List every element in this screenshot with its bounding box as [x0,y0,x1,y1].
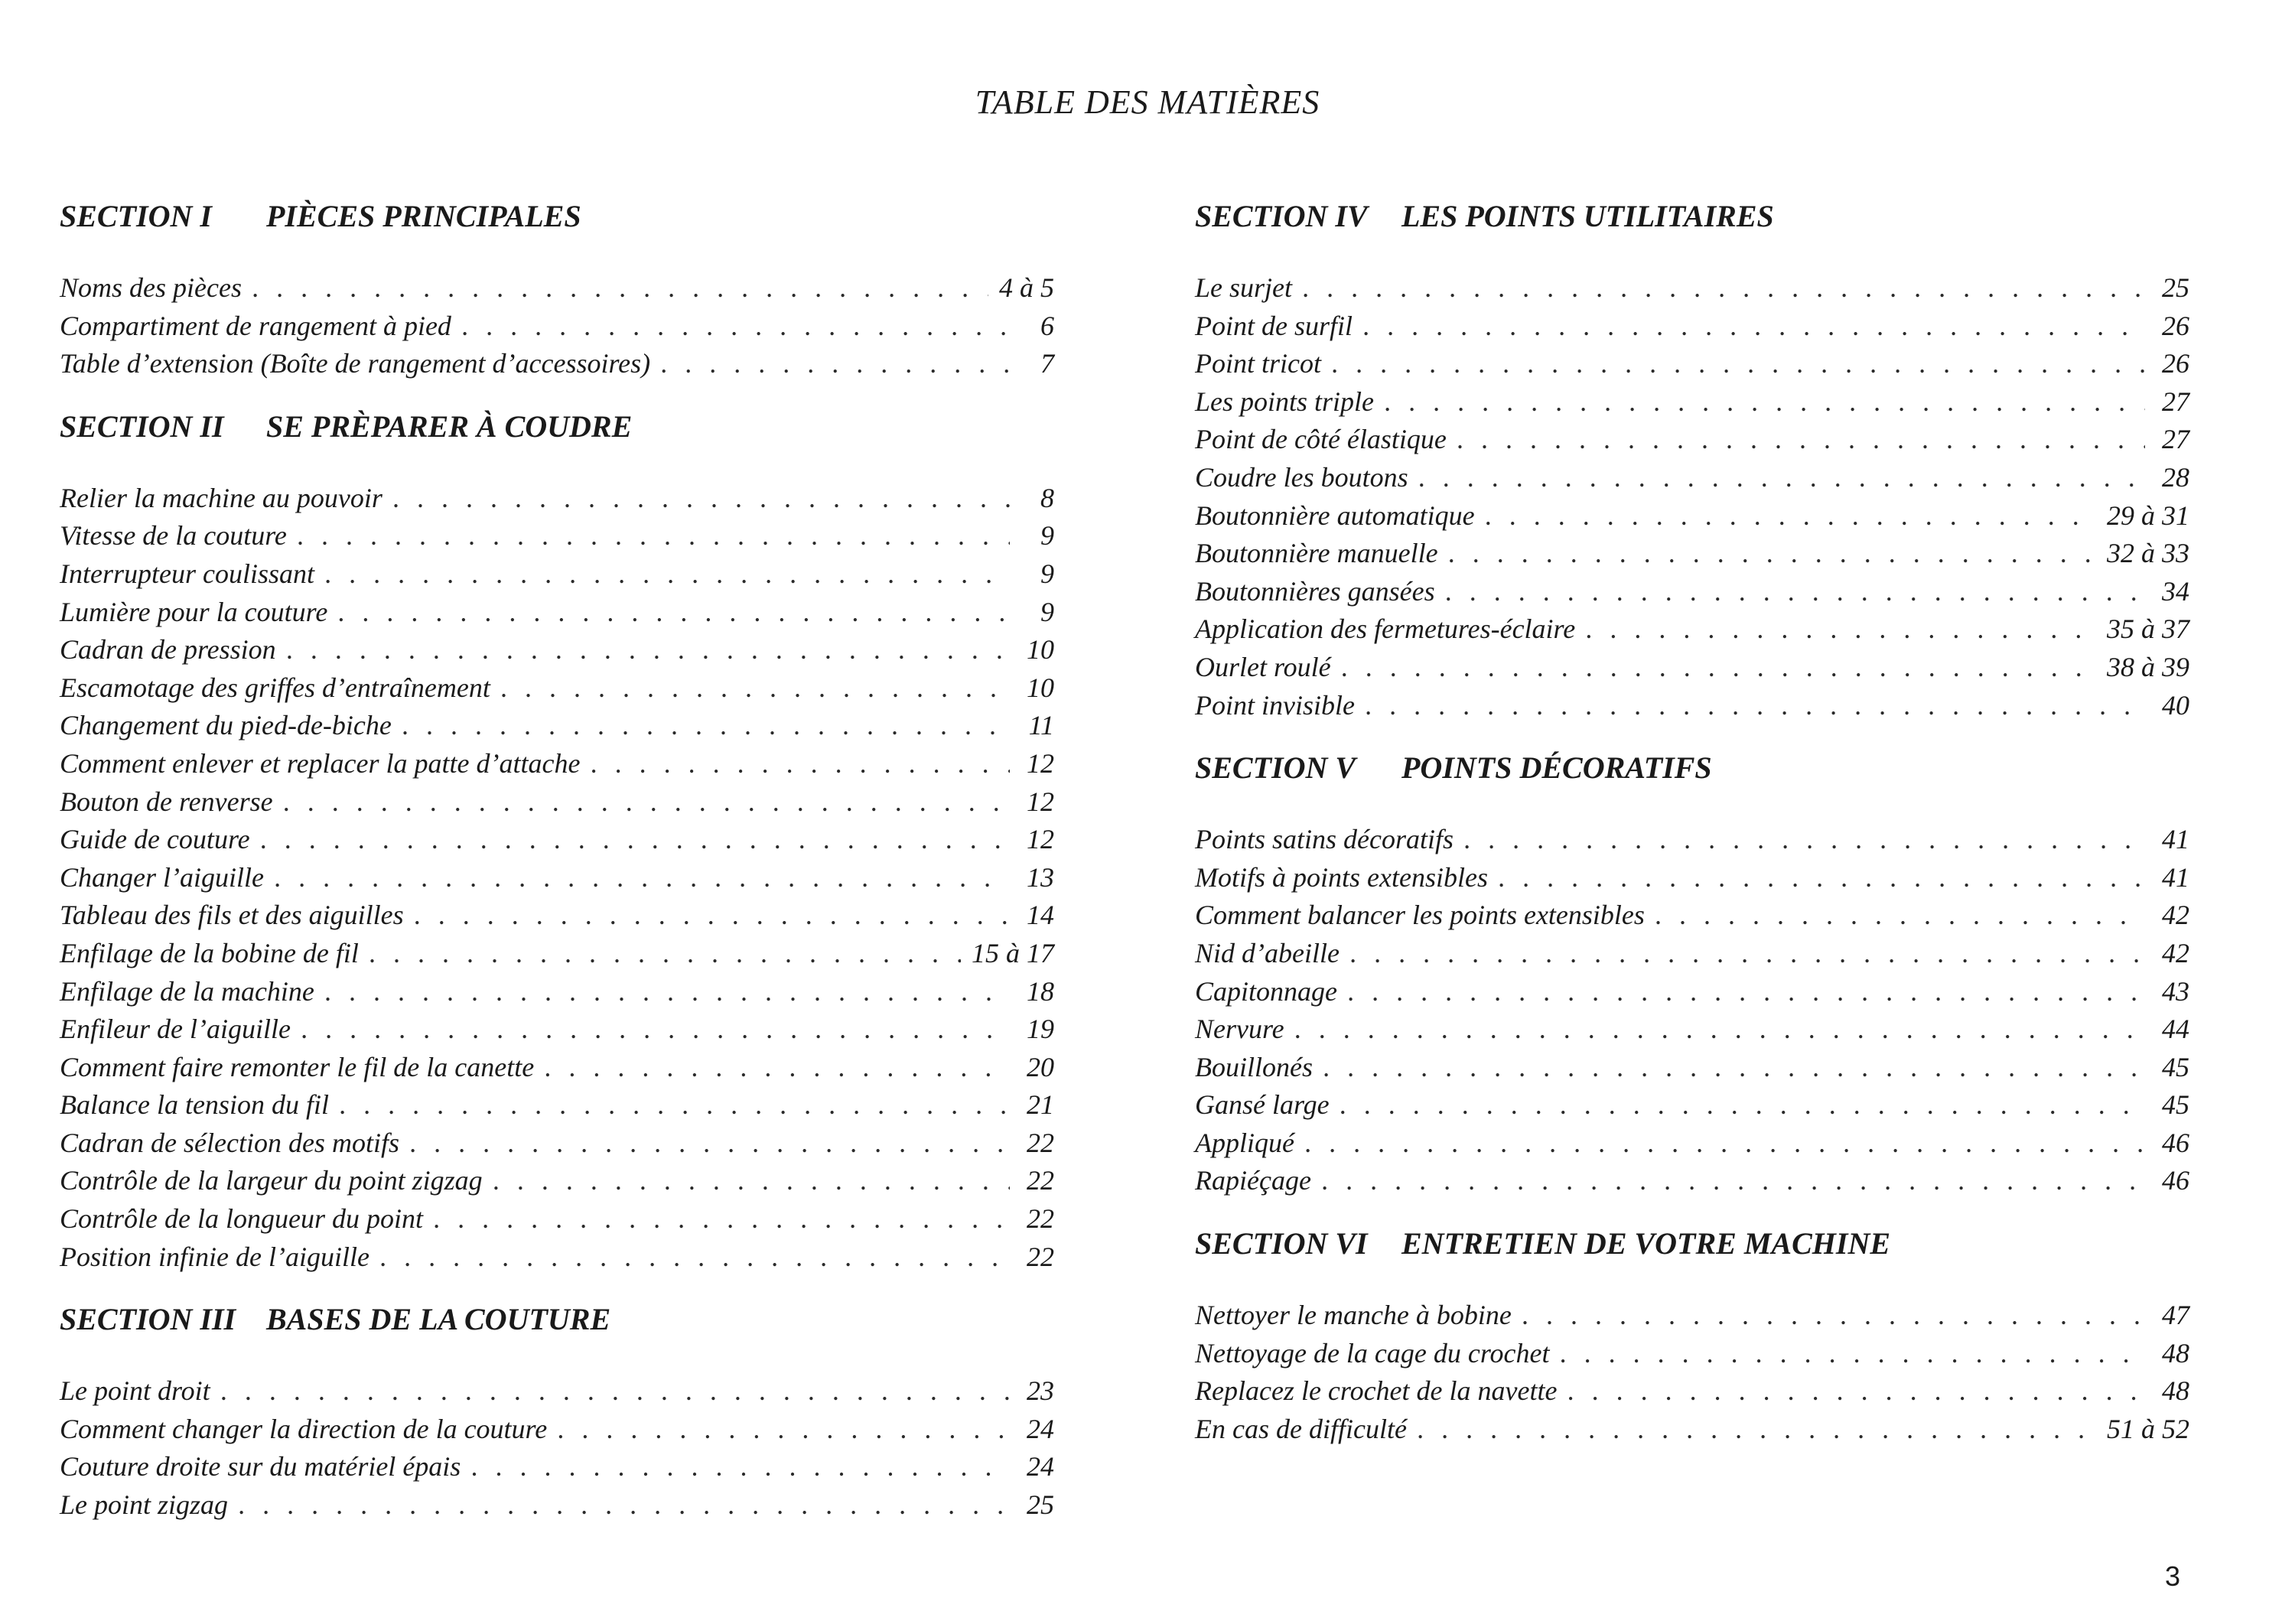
toc-entry [60,1011,1054,1049]
toc-column-left [60,197,1054,1549]
dot-leader [1348,973,2145,1011]
section-title: SE PRÈPARER À COUDRE [266,408,633,444]
entry-page-number: 22 [1027,1127,1054,1158]
entry-label: Comment changer la direction de la couture [60,1413,548,1444]
toc-entry [60,859,1054,897]
entry-label: Point de côté élastique [1195,424,1447,455]
entry-label: Coudre les boutons [1195,461,1408,493]
entry-label: Le surjet [1195,272,1293,303]
dot-leader [545,1049,1010,1087]
section-title: PIÈCES PRINCIPALES [266,199,581,233]
entry-page-number: 48 [2162,1375,2189,1407]
toc-entry [60,631,1054,669]
toc-entry [1195,1297,2189,1335]
entry-page-number: 12 [1027,824,1054,855]
dot-leader [1446,573,2145,611]
dot-leader [1464,821,2145,859]
section-number: SECTION IV [1195,199,1368,233]
entry-label: Gansé large [1195,1089,1330,1121]
entry-page-number: 45 [2162,1089,2189,1121]
entry-label: Enfilage de la bobine de fil [60,937,359,968]
entry-page-number: 9 [1040,596,1054,627]
entry-page-number: 45 [2162,1051,2189,1082]
toc-entry [60,1162,1054,1200]
toc-entry [1195,535,2189,573]
section-title: BASES DE LA COUTURE [266,1302,611,1337]
entry-label: Enfileur de l’aiguille [60,1014,291,1045]
dot-leader [1419,459,2145,497]
dot-leader [275,859,1010,897]
toc-entry [1195,973,2189,1011]
entry-label: Tableau des fils et des aiguilles [60,900,404,931]
entry-page-number: 44 [2162,1014,2189,1045]
entry-page-number: 41 [2162,824,2189,855]
toc-entry [60,973,1054,1011]
entry-page-number: 7 [1040,348,1054,379]
dot-leader [1499,859,2145,897]
entry-page-number: 28 [2162,461,2189,493]
dot-leader [1342,649,2096,687]
section-title: LES POINTS UTILITAIRES [1401,199,1774,233]
entry-label: Noms des pièces [60,272,242,303]
dot-leader [1561,1335,2146,1373]
entry-page-number: 15 à 17 [972,937,1054,968]
entry-label: Changer l’aiguille [60,861,264,893]
toc-entry [60,1448,1054,1486]
dot-leader [1655,897,2145,935]
toc-entry [60,1200,1054,1238]
section-title: ENTRETIEN DE VOTRE MACHINE [1401,1226,1891,1261]
dot-leader [287,631,1010,669]
dot-leader [1586,610,2096,649]
dot-leader [1366,687,2145,725]
toc-entry [60,821,1054,859]
entry-label: Position infinie de l’aiguille [60,1241,369,1272]
entry-page-number: 22 [1027,1203,1054,1235]
dot-leader [434,1200,1010,1238]
entry-label: Application des fermetures-éclaire [1195,613,1576,645]
toc-entry [60,1049,1054,1087]
entry-page-number: 41 [2162,861,2189,893]
toc-entry [1195,383,2189,421]
dot-leader [558,1411,1010,1449]
dot-leader [380,1238,1010,1277]
entry-page-number: 29 à 31 [2107,500,2189,531]
toc-entry [1195,459,2189,497]
toc-section [1195,749,2189,1200]
entry-label: Replacez le crochet de la navette [1195,1375,1558,1407]
entry-label: Balance la tension du fil [60,1089,329,1121]
entry-page-number: 23 [1027,1375,1054,1407]
toc-entry [60,480,1054,518]
entry-page-number: 24 [1027,1451,1054,1482]
dot-leader [369,935,961,973]
section-number: SECTION II [60,408,224,444]
entry-page-number: 10 [1027,634,1054,666]
entry-label: Comment enlever et replacer la patte d’attache [60,747,581,779]
entry-page-number: 25 [1027,1489,1054,1521]
dot-leader [1303,269,2145,308]
entry-page-number: 4 à 5 [999,272,1054,303]
entry-page-number: 12 [1027,786,1054,817]
toc-entry [60,1086,1054,1124]
toc-entry [60,669,1054,708]
section-heading [1195,197,2189,236]
toc-entry [60,897,1054,935]
toc-entry [1195,345,2189,383]
entry-label: Bouillonés [1195,1051,1313,1082]
entry-label: Ourlet roulé [1195,651,1331,682]
dot-leader [661,345,1010,383]
toc-entry [1195,1162,2189,1200]
entry-page-number: 46 [2162,1127,2189,1158]
dot-leader [493,1162,1010,1200]
toc-entry [1195,935,2189,973]
dot-leader [298,517,1010,555]
entry-label: Bouton de renverse [60,786,273,817]
toc-entry [1195,269,2189,308]
entry-page-number: 26 [2162,348,2189,379]
entry-page-number: 22 [1027,1165,1054,1196]
entry-page-number: 18 [1027,975,1054,1007]
dot-leader [1457,421,2145,459]
entry-label: Point tricot [1195,348,1321,379]
toc-entry [1195,649,2189,687]
dot-leader [1449,535,2096,573]
toc-section [1195,1225,2189,1448]
entry-page-number: 19 [1027,1014,1054,1045]
dot-leader [501,669,1010,708]
entry-page-number: 27 [2162,386,2189,417]
dot-leader [1332,345,2145,383]
toc-section [60,197,1054,383]
dot-leader [393,480,1010,518]
section-title: POINTS DÉCORATIFS [1401,750,1712,786]
entry-label: En cas de difficulté [1195,1413,1407,1444]
entry-label: Nid d’abeille [1195,937,1340,968]
entry-label: Motifs à points extensibles [1195,861,1488,893]
entry-label: Points satins décoratifs [1195,824,1454,855]
entry-page-number: 20 [1027,1051,1054,1082]
dot-leader [1385,383,2145,421]
page-title: TABLE DES MATIÈRES [975,83,1320,121]
entry-label: Nettoyage de la cage du crochet [1195,1337,1550,1369]
toc-entry [60,1411,1054,1449]
section-heading [1195,749,2189,787]
toc-entry [60,345,1054,383]
toc-entry [60,935,1054,973]
toc-section [60,408,1054,1276]
entry-page-number: 35 à 37 [2107,613,2189,645]
dot-leader [340,1086,1010,1124]
dot-leader [415,897,1010,935]
toc-entry [60,707,1054,745]
entry-label: Vitesse de la couture [60,520,287,552]
entry-label: Boutonnière automatique [1195,500,1475,531]
dot-leader [462,308,1010,346]
entry-label: Cadran de sélection des motifs [60,1127,399,1158]
dot-leader [402,707,1010,745]
entry-label: Guide de couture [60,824,250,855]
entry-page-number: 27 [2162,424,2189,455]
entry-page-number: 38 à 39 [2107,651,2189,682]
toc-entry [1195,573,2189,611]
dot-leader [1418,1411,2096,1449]
entry-label: Couture droite sur du matériel épais [60,1451,461,1482]
toc-entry [1195,421,2189,459]
entry-label: Boutonnière manuelle [1195,538,1438,569]
toc-entry [1195,1411,2189,1449]
dot-leader [239,1486,1010,1525]
entry-label: Appliqué [1195,1127,1294,1158]
toc-section [60,1300,1054,1524]
toc-entry [1195,1086,2189,1124]
toc-entry [1195,1335,2189,1373]
dot-leader [325,555,1010,594]
toc-entry [1195,859,2189,897]
toc-entry [60,1486,1054,1525]
entry-page-number: 22 [1027,1241,1054,1272]
dot-leader [1295,1011,2145,1049]
entry-page-number: 46 [2162,1165,2189,1196]
entry-page-number: 32 à 33 [2107,538,2189,569]
toc-entry [60,783,1054,822]
dot-leader [338,594,1010,632]
entry-page-number: 40 [2162,689,2189,721]
toc-entry [1195,1049,2189,1087]
entry-page-number: 26 [2162,310,2189,341]
entry-page-number: 42 [2162,900,2189,931]
entry-page-number: 34 [2162,575,2189,607]
entry-label: Cadran de pression [60,634,276,666]
toc-column-right [1195,197,2189,1473]
dot-leader [1322,1162,2145,1200]
entry-label: Enfilage de la machine [60,975,314,1007]
entry-page-number: 47 [2162,1300,2189,1331]
dot-leader [301,1011,1010,1049]
entry-label: Comment faire remonter le fil de la canette [60,1051,535,1082]
entry-page-number: 21 [1027,1089,1054,1121]
page-number: 3 [2164,1561,2180,1592]
entry-label: Point invisible [1195,689,1355,721]
toc-entry [60,594,1054,632]
entry-label: Lumière pour la couture [60,596,328,627]
entry-label: Changement du pied-de-biche [60,710,392,741]
entry-page-number: 11 [1028,710,1054,741]
toc-entry [1195,308,2189,346]
entry-label: Interrupteur coulissant [60,558,314,589]
dot-leader [325,973,1010,1011]
dot-leader [1305,1124,2145,1163]
entry-page-number: 6 [1040,310,1054,341]
entry-label: Table d’extension (Boîte de rangement d’accessoires) [60,348,651,379]
dot-leader [1522,1297,2145,1335]
entry-label: Le point zigzag [60,1489,229,1521]
dot-leader [1340,1086,2145,1124]
entry-page-number: 24 [1027,1413,1054,1444]
toc-entry [60,745,1054,783]
dot-leader [1323,1049,2145,1087]
entry-label: Escamotage des griffes d’entraînement [60,672,490,703]
section-number: SECTION III [60,1302,236,1337]
entry-page-number: 9 [1040,558,1054,589]
entry-page-number: 51 à 52 [2107,1413,2189,1444]
toc-entry [1195,1011,2189,1049]
entry-page-number: 43 [2162,975,2189,1007]
dot-leader [1350,935,2145,973]
toc-entry [1195,687,2189,725]
dot-leader [1363,308,2145,346]
section-heading [60,197,1054,236]
dot-leader [1567,1372,2145,1411]
toc-entry [60,555,1054,594]
entry-label: Rapiéçage [1195,1165,1311,1196]
toc-entry [1195,497,2189,535]
entry-label: Boutonnières gansées [1195,575,1435,607]
section-heading [1195,1225,2189,1263]
dot-leader [221,1372,1010,1411]
toc-entry [1195,1372,2189,1411]
toc-entry [60,517,1054,555]
toc-entry [60,1238,1054,1277]
entry-label: Point de surfil [1195,310,1353,341]
entry-page-number: 25 [2162,272,2189,303]
entry-label: Capitonnage [1195,975,1337,1007]
entry-label: Contrôle de la longueur du point [60,1203,423,1235]
entry-page-number: 12 [1027,747,1054,779]
dot-leader [252,269,988,308]
entry-label: Comment balancer les points extensibles [1195,900,1645,931]
entry-label: Nettoyer le manche à bobine [1195,1300,1512,1331]
entry-page-number: 14 [1027,900,1054,931]
entry-page-number: 9 [1040,520,1054,552]
section-number: SECTION V [1195,750,1356,786]
toc-entry [60,1372,1054,1411]
dot-leader [410,1124,1010,1163]
entry-label: Compartiment de rangement à pied [60,310,451,341]
toc-entry [1195,821,2189,859]
toc-entry [1195,1124,2189,1163]
section-number: SECTION VI [1195,1226,1368,1261]
toc-section [1195,197,2189,724]
entry-label: Le point droit [60,1375,210,1407]
dot-leader [471,1448,1010,1486]
entry-page-number: 42 [2162,937,2189,968]
dot-leader [1486,497,2096,535]
entry-page-number: 8 [1040,482,1054,513]
entry-page-number: 13 [1027,861,1054,893]
entry-label: Les points triple [1195,386,1375,417]
dot-leader [284,783,1010,822]
toc-entry [60,269,1054,308]
toc-entry [60,308,1054,346]
entry-label: Nervure [1195,1014,1284,1045]
entry-page-number: 48 [2162,1337,2189,1369]
toc-entry [1195,897,2189,935]
dot-leader [261,821,1010,859]
dot-leader [591,745,1010,783]
section-heading [60,1300,1054,1339]
toc-entry [1195,610,2189,649]
section-number: SECTION I [60,199,212,233]
entry-page-number: 10 [1027,672,1054,703]
toc-entry [60,1124,1054,1163]
entry-label: Relier la machine au pouvoir [60,482,382,513]
entry-label: Contrôle de la largeur du point zigzag [60,1165,483,1196]
section-heading [60,408,1054,446]
